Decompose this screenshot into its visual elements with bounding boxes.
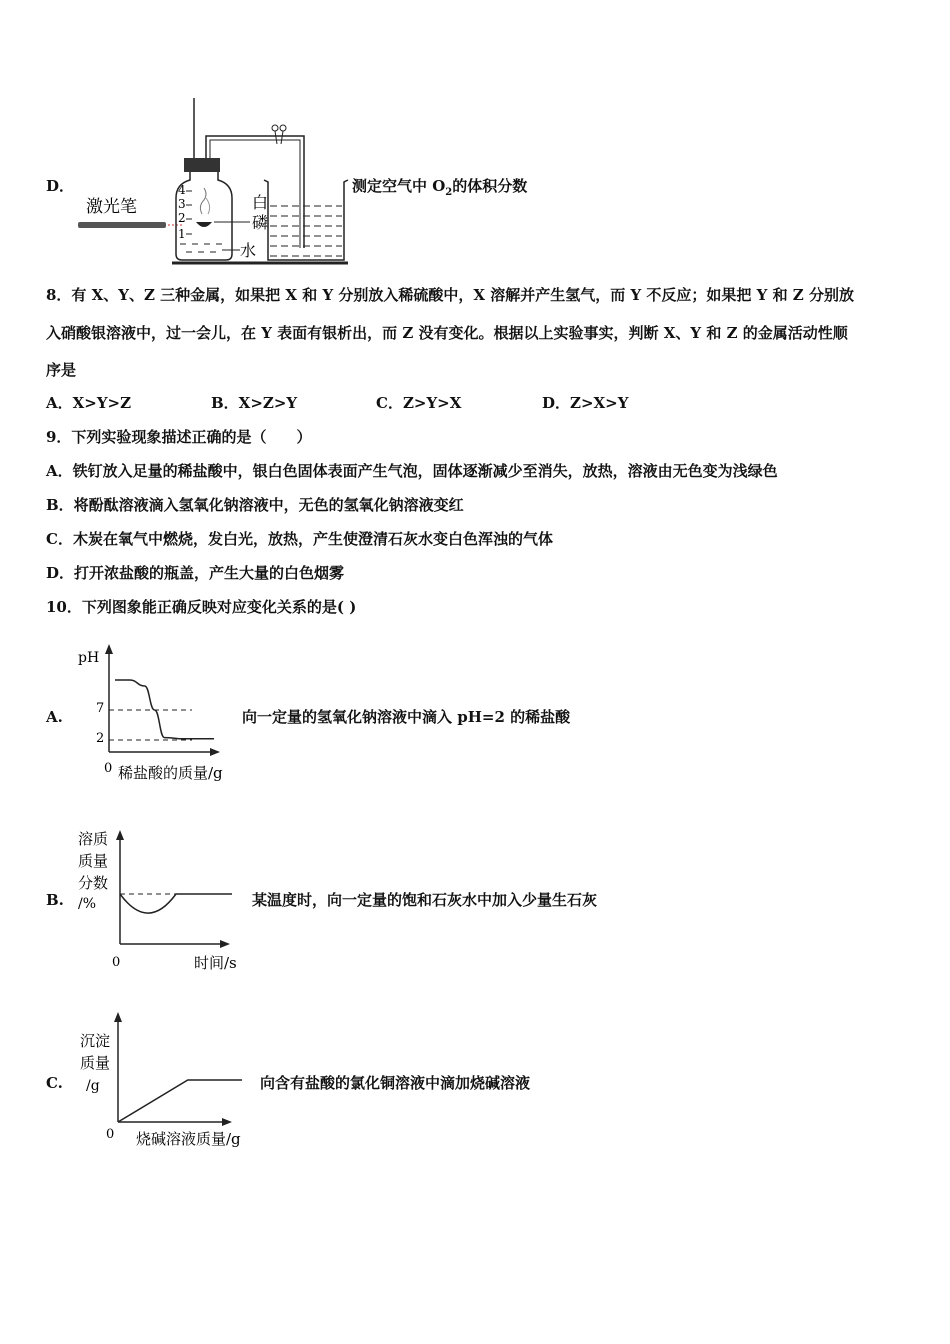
q9-option-a[interactable]: A．铁钉放入足量的稀盐酸中，银白色固体表面产生气泡，固体逐渐减少至消失，放热，溶液由无色变为浅绿色 <box>46 462 778 480</box>
q10-option-b-label[interactable]: B. <box>46 891 64 909</box>
q8-option-c[interactable]: C．Z>Y>X <box>376 394 462 412</box>
caption-main: 测定空气中 O <box>352 177 446 195</box>
graph-a-ph <box>74 640 249 785</box>
graph-c-series-line <box>118 1080 242 1122</box>
q8-option-a[interactable]: A．X>Y>Z <box>46 394 132 412</box>
q10-option-c-label[interactable]: C. <box>46 1074 63 1092</box>
graph-a-series-line <box>115 680 214 739</box>
o2-measurement-apparatus <box>72 98 357 270</box>
q9-option-c[interactable]: C．木炭在氧气中燃烧，发白光，放热，产生使澄清石灰水变白色浑浊的气体 <box>46 530 553 548</box>
graph-b-ylabel-4: /% <box>78 896 97 912</box>
laser-pen-label: 激光笔 <box>86 197 137 217</box>
graph-a-x-arrow-icon <box>210 748 220 756</box>
graph-c-x-arrow-icon <box>222 1118 232 1126</box>
graph-c-ylabel-3: /g <box>86 1078 100 1094</box>
q9-option-d[interactable]: D．打开浓盐酸的瓶盖，产生大量的白色烟雾 <box>46 564 345 582</box>
jar-graduations <box>178 183 192 241</box>
q8-stem-line2: 入硝酸银溶液中，过一会儿，在 Y 表面有银析出，而 Z 没有变化。根据以上实验事实，判断 X、Y 和 Z 的金属活动性顺 <box>46 324 848 342</box>
graph-b-x-arrow-icon <box>220 940 230 948</box>
q10-option-b-desc: 某温度时，向一定量的饱和石灰水中加入少量生石灰 <box>252 891 598 909</box>
q9-stem: 9．下列实验现象描述正确的是（ ） <box>46 428 312 446</box>
graph-a-ylabel: pH <box>78 650 100 666</box>
q10-option-a-label[interactable]: A. <box>46 708 63 726</box>
q8-stem-line3: 序是 <box>46 361 77 379</box>
q8-option-d[interactable]: D．Z>X>Y <box>542 394 629 412</box>
caption-subscript: 2 <box>445 187 453 198</box>
graph-a-y-arrow-icon <box>105 644 113 654</box>
q7-option-d-caption <box>352 176 527 203</box>
graph-b-solute-fraction <box>74 822 254 974</box>
q7-option-d-label: D． <box>46 177 75 195</box>
graph-b-y-arrow-icon <box>116 830 124 840</box>
water-label: 水 <box>240 241 257 260</box>
graph-b-series-line <box>120 894 232 913</box>
white-phosphorus-label-2: 磷 <box>252 213 269 232</box>
caption-tail: 的体积分数 <box>452 177 528 195</box>
spring-clamp-icon <box>272 125 286 144</box>
graph-c-y-arrow-icon <box>114 1012 122 1022</box>
q8-option-b[interactable]: B．X>Z>Y <box>211 394 298 412</box>
white-phosphorus-label-1: 白 <box>252 193 269 212</box>
graph-c-ylabel-1: 沉淀 <box>80 1032 111 1050</box>
graph-c-xlabel: 烧碱溶液质量/g <box>136 1130 241 1148</box>
svg-text:4: 4 <box>178 183 186 197</box>
jar-water <box>180 244 222 252</box>
beaker <box>264 180 348 260</box>
svg-text:1: 1 <box>178 227 186 241</box>
graph-a-tick-7: 7 <box>96 701 105 716</box>
graph-b-xlabel: 时间/s <box>194 954 237 972</box>
graph-b-ylabel-3: 分数 <box>78 874 109 892</box>
graph-a-xlabel: 稀盐酸的质量/g <box>118 764 223 782</box>
q10-option-a-desc: 向一定量的氢氧化钠溶液中滴入 pH=2 的稀盐酸 <box>242 708 571 726</box>
graph-b-ylabel-1: 溶质 <box>78 830 109 848</box>
q10-stem: 10．下列图象能正确反映对应变化关系的是( ) <box>46 598 357 616</box>
graph-b-ylabel-2: 质量 <box>78 852 109 870</box>
graph-a-tick-2: 2 <box>96 731 105 746</box>
laser-pen <box>78 222 166 228</box>
q8-stem-line1: 8．有 X、Y、Z 三种金属，如果把 X 和 Y 分别放入稀硫酸中，X 溶解并产生氢气，而 Y 不反应；如果把 Y 和 Z 分别放 <box>46 286 854 304</box>
svg-text:3: 3 <box>178 197 186 211</box>
graph-c-ylabel-2: 质量 <box>80 1054 111 1072</box>
graph-c-origin: 0 <box>106 1127 115 1142</box>
beaker-water <box>270 206 342 256</box>
combustion-spoon <box>196 222 212 227</box>
svg-text:2: 2 <box>178 211 186 225</box>
q10-option-c-desc: 向含有盐酸的氯化铜溶液中滴加烧碱溶液 <box>260 1074 531 1092</box>
graph-b-origin: 0 <box>112 955 121 970</box>
q9-option-b[interactable]: B．将酚酞溶液滴入氢氧化钠溶液中，无色的氢氧化钠溶液变红 <box>46 496 464 514</box>
graph-c-precipitate <box>74 1008 259 1154</box>
graph-a-origin: 0 <box>104 761 113 776</box>
rubber-stopper <box>184 158 220 172</box>
